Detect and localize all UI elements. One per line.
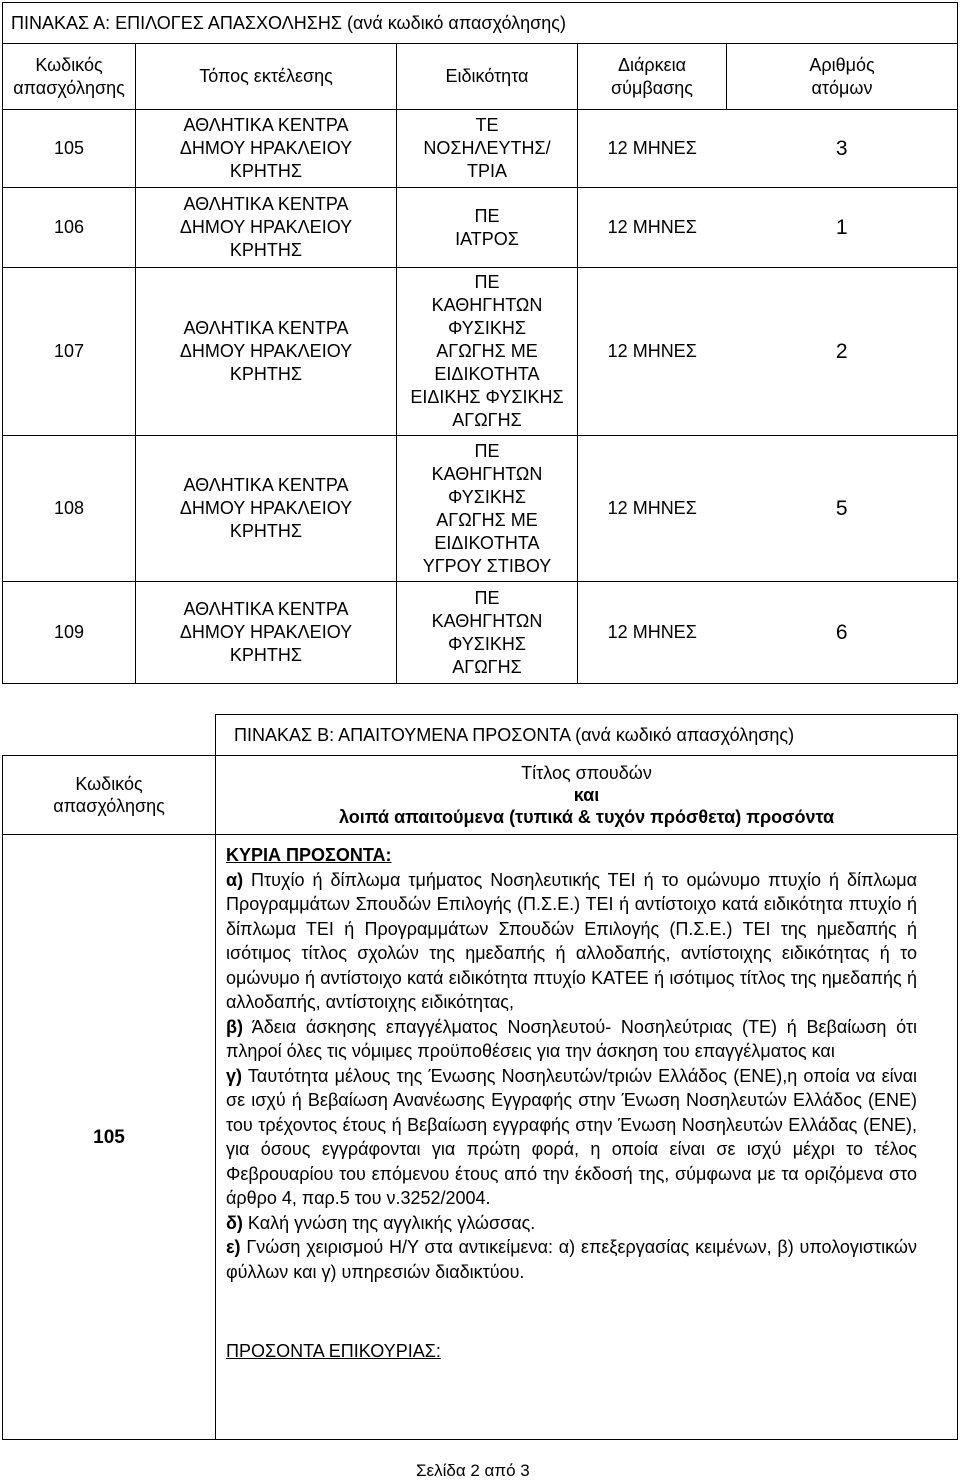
row-code: 109	[3, 582, 136, 684]
table-b-blank-corner	[3, 715, 216, 756]
row-count: 5	[727, 436, 958, 582]
table-b	[2, 714, 958, 1440]
row-duration: 12 ΜΗΝΕΣ	[578, 110, 727, 188]
table-row	[3, 268, 958, 436]
table-row	[3, 835, 958, 1440]
requirement-item: α) Πτυχίο ή δίπλωμα τμήματος Νοσηλευτικής ΤΕΙ ή το ομώνυμο πτυχίο ή δίπλωμα Προγραμμάτων Σπουδών Επιλογής (Π.Σ.Ε.) ΤΕΙ ή αντίστοιχο κατά ειδικότητα πτυχίο ή δίπλωμα ΤΕΙ ή Προγραμμάτων Σπουδών Επιλογής (Π.Σ.Ε.) ΤΕΙ της ημεδαπής ή ισότιμος τίτλος σχολών της ημεδαπής ή αλλοδαπής, αντίστοιχης ειδικότητας ή το ομώνυμο ή αντίστοιχο κατά ειδικότητα πτυχίο ΚΑΤΕΕ ή ισότιμος τίτλος της ημεδαπής ή αλλοδαπής, αντίστοιχης ειδικότητας,	[226, 869, 917, 1012]
table-row	[3, 436, 958, 582]
row-duration: 12 ΜΗΝΕΣ	[578, 436, 727, 582]
row-count: 1	[727, 188, 958, 268]
row-specialty: ΠΕ ΚΑΘΗΓΗΤΩΝ ΦΥΣΙΚΗΣ ΑΓΩΓΗΣ ΜΕ ΕΙΔΙΚΟΤΗΤΑ ΥΓΡΟΥ ΣΤΙΒΟΥ	[397, 436, 578, 582]
auxiliary-qualifications-heading: ΠΡΟΣΟΝΤΑ ΕΠΙΚΟΥΡΙΑΣ:	[226, 1341, 441, 1361]
table-a-title: ΠΙΝΑΚΑΣ Α: ΕΠΙΛΟΓΕΣ ΑΠΑΣΧΟΛΗΣΗΣ (ανά κωδικό απασχόλησης)	[3, 3, 958, 44]
row-count: 2	[727, 268, 958, 436]
row-duration: 12 ΜΗΝΕΣ	[578, 582, 727, 684]
row-specialty: ΠΕ ΚΑΘΗΓΗΤΩΝ ΦΥΣΙΚΗΣ ΑΓΩΓΗΣ ΜΕ ΕΙΔΙΚΟΤΗΤΑ ΕΙΔΙΚΗΣ ΦΥΣΙΚΗΣ ΑΓΩΓΗΣ	[397, 268, 578, 436]
row-duration: 12 ΜΗΝΕΣ	[578, 188, 727, 268]
row-place: ΑΘΛΗΤΙΚΑ ΚΕΝΤΡΑ ΔΗΜΟΥ ΗΡΑΚΛΕΙΟΥ ΚΡΗΤΗΣ	[136, 268, 397, 436]
row-specialty: ΠΕ ΚΑΘΗΓΗΤΩΝ ΦΥΣΙΚΗΣ ΑΓΩΓΗΣ	[397, 582, 578, 684]
table-b-code: 105	[3, 835, 216, 1440]
table-row	[3, 110, 958, 188]
row-place: ΑΘΛΗΤΙΚΑ ΚΕΝΤΡΑ ΔΗΜΟΥ ΗΡΑΚΛΕΙΟΥ ΚΡΗΤΗΣ	[136, 188, 397, 268]
table-a	[2, 2, 958, 684]
row-duration: 12 ΜΗΝΕΣ	[578, 268, 727, 436]
header-count: Αριθμός ατόμων	[727, 44, 958, 110]
requirement-item: γ) Ταυτότητα μέλους της Ένωσης Νοσηλευτών/τριών Ελλάδος (ΕΝΕ),η οποία να είναι σε ισχύ ή Βεβαίωση Ανανέωσης Εγγραφής στην Ένωση Νοσηλευτών Ελλάδος (ΕΝΕ) του τρέχοντος έτους ή Βεβαίωση εγγραφής στην Ένωση Νοσηλευτών Ελλάδας (ΕΝΕ), για όσους εγγράφονται για πρώτη φορά, η οποία είναι σε ισχύ μέχρι το τέλος Φεβρουαρίου του επόμενου έτους από την έκδοσή της, σύμφωνα με τα οριζόμενα στο άρθρο 4, παρ.5 του ν.3252/2004.	[226, 1065, 917, 1208]
table-a-header-row	[3, 44, 958, 110]
table-b-title: ΠΙΝΑΚΑΣ Β: ΑΠΑΙΤΟΥΜΕΝΑ ΠΡΟΣΟΝΤΑ (ανά κωδικό απασχόλησης)	[216, 715, 958, 756]
row-code: 105	[3, 110, 136, 188]
header-code: Κωδικός απασχόλησης	[3, 44, 136, 110]
row-specialty: ΠΕ ΙΑΤΡΟΣ	[397, 188, 578, 268]
requirement-item: ε) Γνώση χειρισμού Η/Υ στα αντικείμενα: α) επεξεργασίας κειμένων, β) υπολογιστικών φύλλων και γ) υπηρεσιών διαδικτύου.	[226, 1237, 917, 1282]
table-b-header-qualifications: Τίτλος σπουδών και λοιπά απαιτούμενα (τυπικά & τυχόν πρόσθετα) προσόντα	[216, 756, 958, 835]
row-specialty: ΤΕ ΝΟΣΗΛΕΥΤΗΣ/ ΤΡΙΑ	[397, 110, 578, 188]
row-place: ΑΘΛΗΤΙΚΑ ΚΕΝΤΡΑ ΔΗΜΟΥ ΗΡΑΚΛΕΙΟΥ ΚΡΗΤΗΣ	[136, 110, 397, 188]
table-row	[3, 188, 958, 268]
header-place: Τόπος εκτέλεσης	[136, 44, 397, 110]
row-place: ΑΘΛΗΤΙΚΑ ΚΕΝΤΡΑ ΔΗΜΟΥ ΗΡΑΚΛΕΙΟΥ ΚΡΗΤΗΣ	[136, 436, 397, 582]
row-place: ΑΘΛΗΤΙΚΑ ΚΕΝΤΡΑ ΔΗΜΟΥ ΗΡΑΚΛΕΙΟΥ ΚΡΗΤΗΣ	[136, 582, 397, 684]
table-b-header-code: Κωδικός απασχόλησης	[3, 756, 216, 835]
row-code: 107	[3, 268, 136, 436]
header-specialty: Ειδικότητα	[397, 44, 578, 110]
main-qualifications-heading: ΚΥΡΙΑ ΠΡΟΣΟΝΤΑ:	[226, 845, 392, 865]
page-number: Σελίδα 2 από 3	[416, 1461, 530, 1480]
requirement-item: β) Άδεια άσκησης επαγγέλματος Νοσηλευτού- Νοσηλεύτριας (ΤΕ) ή Βεβαίωση ότι πληροί όλες τις νόμιμες προϋποθέσεις για την άσκηση του επαγγέλματος και	[226, 1016, 917, 1061]
row-count: 3	[727, 110, 958, 188]
row-count: 6	[727, 582, 958, 684]
header-duration: Διάρκεια σύμβασης	[578, 44, 727, 110]
table-row	[3, 582, 958, 684]
row-code: 106	[3, 188, 136, 268]
requirements-cell	[216, 835, 958, 1440]
row-code: 108	[3, 436, 136, 582]
requirement-item: δ) Καλή γνώση της αγγλικής γλώσσας.	[226, 1212, 536, 1233]
